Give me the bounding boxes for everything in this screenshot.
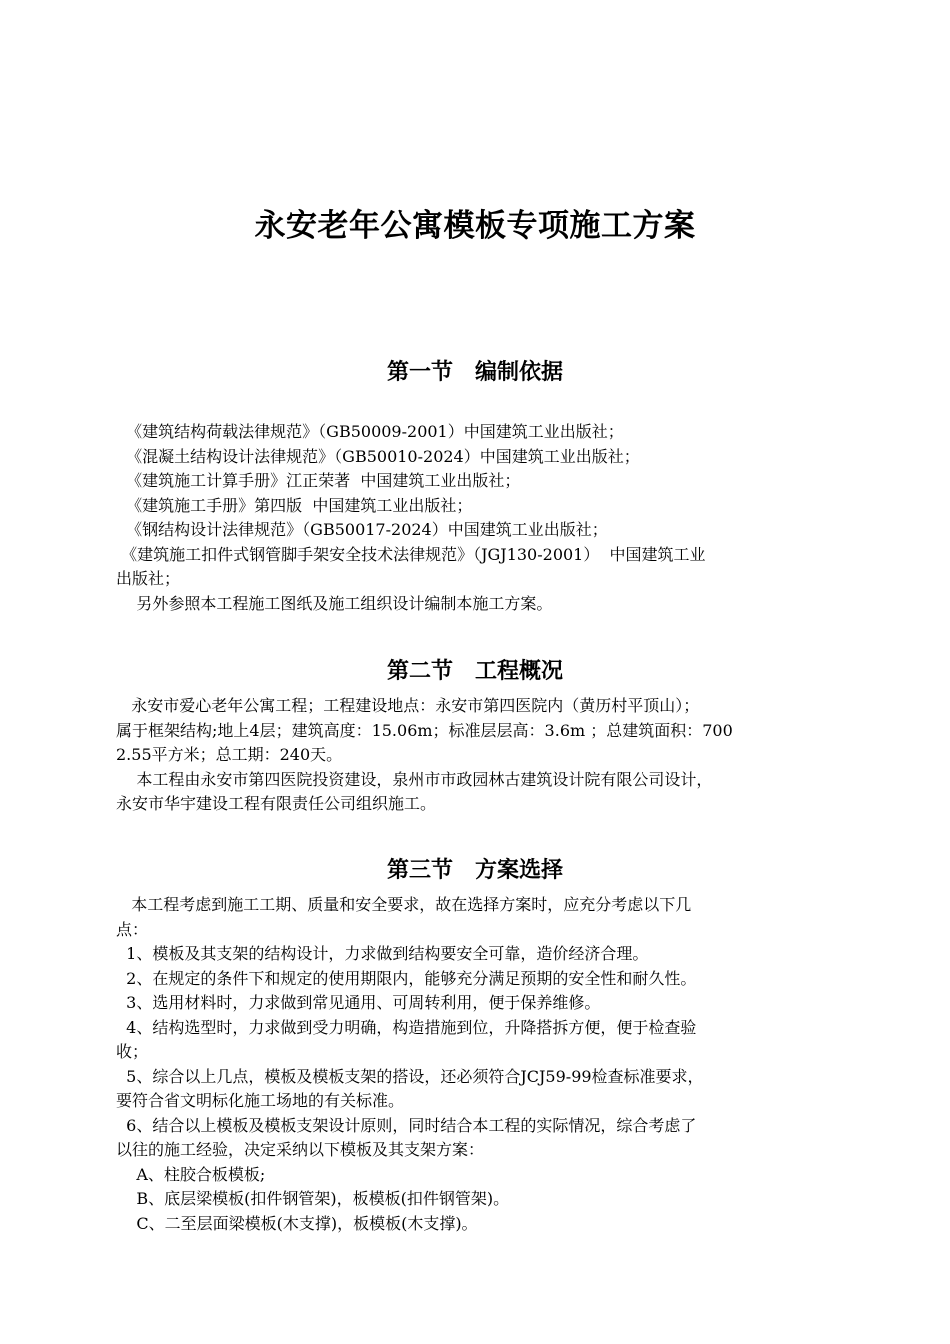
- text-line: 《钢结构设计法律规范》（GB50017-2024）中国建筑工业出版社；: [116, 520, 608, 539]
- section-name: 工程概况: [475, 659, 564, 684]
- document-title: 永安老年公寓模板专项施工方案: [254, 208, 696, 244]
- text-line: 点：: [116, 919, 149, 939]
- section-heading-3: [0, 853, 950, 884]
- text-line: A、柱胶合板模板;: [116, 1164, 266, 1184]
- text-line: 《建筑结构荷载法律规范》（GB50009-2001）中国建筑工业出版社；: [116, 422, 624, 441]
- text-line: 属于框架结构;地上4层；建筑高度：15.06m；标准层层高：3.6m ；总建筑面积：700: [116, 720, 733, 740]
- section-name: 方案选择: [475, 858, 564, 883]
- text-line: 5、综合以上几点，模板及模板支架的搭设，还必须符合JCJ59-99检查标准要求，: [116, 1066, 704, 1086]
- section-body-2: [116, 694, 836, 817]
- text-line: C、二至层面梁模板(木支撑)，板模板(木支撑)。: [116, 1213, 478, 1233]
- section-number: 第一节: [386, 360, 453, 385]
- text-line: 另外参照本工程施工图纸及施工组织设计编制本施工方案。: [116, 593, 553, 613]
- text-line: 要符合省文明标化施工场地的有关标准。: [116, 1091, 405, 1110]
- section-name: 编制依据: [475, 360, 564, 385]
- section-number: 第二节: [386, 659, 453, 684]
- text-line: 4、结构选型时，力求做到受力明确，构造措施到位，升降搭拆方便，便于检查验: [116, 1017, 697, 1037]
- text-line: 本工程由永安市第四医院投资建设，泉州市市政园林古建筑设计院有限公司设计，: [116, 769, 713, 789]
- text-line: 永安市华宇建设工程有限责任公司组织施工。: [116, 794, 437, 813]
- text-line: 永安市爱心老年公寓工程；工程建设地点：永安市第四医院内（黄历村平顶山）；: [116, 696, 700, 715]
- text-line: 《混凝土结构设计法律规范》（GB50010-2024）中国建筑工业出版社；: [116, 446, 640, 466]
- text-line: 《建筑施工计算手册》江正荣著 中国建筑工业出版社；: [116, 471, 521, 490]
- text-line: 《建筑施工手册》第四版 中国建筑工业出版社；: [116, 495, 473, 515]
- text-line: 以往的施工经验，决定采纳以下模板及其支架方案：: [116, 1140, 485, 1159]
- text-line: 《建筑施工扣件式钢管脚手架安全技术法律规范》（JGJ130-2001） 中国建筑工业: [116, 544, 706, 564]
- text-line: 3、选用材料时，力求做到常见通用、可周转利用，便于保养维修。: [116, 993, 601, 1012]
- section-heading-1: [0, 355, 950, 386]
- text-line: 收；: [116, 1042, 149, 1061]
- text-line: 6、结合以上模板及模板支架设计原则，同时结合本工程的实际情况，综合考虑了: [116, 1115, 697, 1135]
- text-line: 本工程考虑到施工工期、质量和安全要求，故在选择方案时，应充分考虑以下几: [116, 895, 692, 914]
- text-line: 2、在规定的条件下和规定的使用期限内，能够充分满足预期的安全性和耐久性。: [116, 968, 697, 988]
- text-line: 2.55平方米；总工期：240天。: [116, 745, 343, 764]
- section-body-3: [116, 893, 836, 1236]
- section-number: 第三节: [386, 858, 453, 883]
- text-line: 出版社；: [116, 569, 181, 588]
- text-line: 1、模板及其支架的结构设计，力求做到结构要安全可靠，造价经济合理。: [116, 944, 649, 963]
- section-body-1: [116, 420, 836, 616]
- section-heading-2: [0, 654, 950, 685]
- text-line: B、底层梁模板(扣件钢管架)，板模板(扣件钢管架)。: [116, 1189, 510, 1208]
